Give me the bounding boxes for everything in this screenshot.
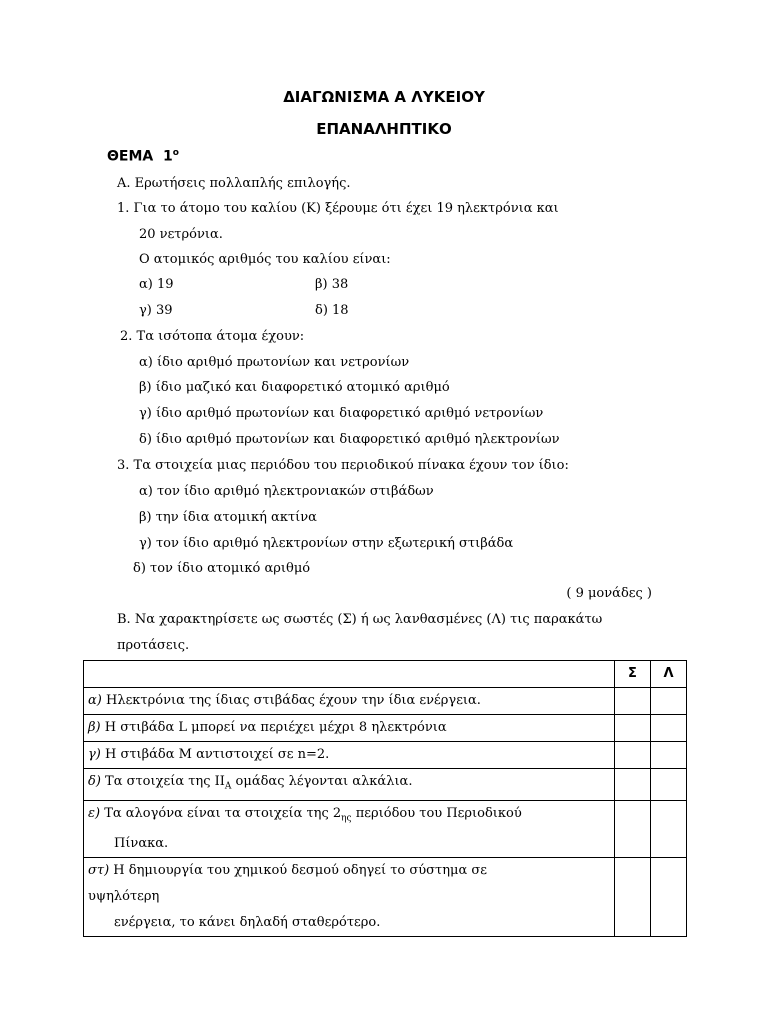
q1-option-a: α) 19 [139, 277, 174, 292]
statement-text: Η δημιουργία του χημικού δεσμού οδηγεί το σύστημα σε [109, 863, 487, 879]
statement-e [84, 800, 615, 858]
statement-c [84, 742, 615, 769]
table-row [84, 769, 687, 801]
statement-b [84, 715, 615, 742]
theme-number: 1 [162, 148, 173, 165]
statement-label: στ) [88, 863, 110, 879]
statement-text: Πίνακα. [114, 836, 169, 852]
statement-a [84, 688, 615, 715]
table-row [84, 688, 687, 715]
exam-title: ΔΙΑΓΩΝΙΣΜΑ Α ΛΥΚΕΙΟΥ [283, 88, 485, 106]
column-header-true: Σ [615, 661, 651, 688]
answer-cell-false[interactable] [651, 858, 687, 937]
theme-number-sup: ο [172, 148, 179, 158]
statement-label: γ) [88, 747, 101, 762]
q1-line3: Ο ατομικός αριθμός του καλίου είναι: [139, 252, 391, 267]
q1-option-d: δ) 18 [315, 303, 349, 318]
exam-subtitle: ΕΠΑΝΑΛΗΠΤΙΚΟ [316, 120, 452, 138]
answer-cell-false[interactable] [651, 715, 687, 742]
answer-cell-true[interactable] [615, 858, 651, 937]
q1-line2: 20 νετρόνια. [139, 227, 223, 242]
true-false-table [83, 660, 687, 937]
statement-text: Τα στοιχεία της ΙΙ [100, 774, 225, 789]
q3-option-a: α) τον ίδιο αριθμό ηλεκτρονιακών στιβάδων [139, 484, 434, 499]
statement-text: ομάδας λέγονται αλκάλια. [231, 774, 413, 789]
answer-cell-true[interactable] [615, 742, 651, 769]
section-a-heading: Α. Ερωτήσεις πολλαπλής επιλογής. [117, 176, 351, 191]
answer-cell-false[interactable] [651, 800, 687, 858]
q2-option-a: α) ίδιο αριθμό πρωτονίων και νετρονίων [139, 355, 410, 370]
theme-heading [107, 148, 179, 165]
section-b-line2: προτάσεις. [117, 638, 190, 653]
q2-option-d: δ) ίδιο αριθμό πρωτονίων και διαφορετικό αριθμό ηλεκτρονίων [139, 432, 560, 447]
statement-label: α) [88, 693, 102, 708]
statement-f [84, 858, 615, 937]
table-row [84, 800, 687, 858]
statement-text: ενέργεια, το κάνει δηλαδή σταθερότερο. [114, 915, 381, 931]
statement-text: Η στιβάδα L μπορεί να περιέχει μέχρι 8 ηλεκτρόνια [100, 720, 447, 735]
statement-text: Ηλεκτρόνια της ίδιας στιβάδας έχουν την ίδια ενέργεια. [101, 693, 481, 708]
q2-option-c: γ) ίδιο αριθμό πρωτονίων και διαφορετικό αριθμό νετρονίων [139, 406, 544, 421]
table-row [84, 715, 687, 742]
answer-cell-false[interactable] [651, 769, 687, 801]
q2-option-b: β) ίδιο μαζικό και διαφορετικό ατομικό αριθμό [139, 380, 450, 395]
q1-option-c: γ) 39 [139, 303, 173, 318]
statement-d [84, 769, 615, 801]
section-b-line1: Β. Να χαρακτηρίσετε ως σωστές (Σ) ή ως λανθασμένες (Λ) τις παρακάτω [117, 612, 603, 627]
answer-cell-false[interactable] [651, 742, 687, 769]
table-header-blank [84, 661, 615, 688]
answer-cell-true[interactable] [615, 715, 651, 742]
statement-subscript: Α [224, 781, 232, 792]
answer-cell-true[interactable] [615, 769, 651, 801]
answer-cell-false[interactable] [651, 688, 687, 715]
table-row [84, 858, 687, 937]
statement-text: υψηλότερη [88, 889, 160, 905]
q3-option-c: γ) τον ίδιο αριθμό ηλεκτρονίων στην εξωτερική στιβάδα [139, 536, 514, 551]
statement-text: Τα αλογόνα είναι τα στοιχεία της 2 [100, 805, 342, 821]
q1-option-b: β) 38 [315, 277, 349, 292]
statement-label: ε) [88, 805, 101, 821]
answer-cell-true[interactable] [615, 688, 651, 715]
statement-subscript: ης [341, 813, 352, 824]
statement-text: περιόδου του Περιοδικού [351, 805, 522, 821]
q3-option-b: β) την ίδια ατομική ακτίνα [139, 510, 317, 525]
theme-label: ΘΕΜΑ [107, 148, 154, 165]
answer-cell-true[interactable] [615, 800, 651, 858]
q2-stem: 2. Τα ισότοπα άτομα έχουν: [120, 329, 305, 344]
table-row [84, 742, 687, 769]
statement-label: δ) [88, 774, 101, 789]
column-header-false: Λ [651, 661, 687, 688]
q3-option-d: δ) τον ίδιο ατομικό αριθμό [133, 561, 311, 576]
q3-stem: 3. Τα στοιχεία μιας περιόδου του περιοδικού πίνακα έχουν τον ίδιο: [117, 458, 569, 473]
statement-text: Η στιβάδα Μ αντιστοιχεί σε n=2. [100, 747, 330, 762]
q1-line1: 1. Για το άτομο του καλίου (Κ) ξέρουμε ότι έχει 19 ηλεκτρόνια και [117, 201, 559, 216]
statement-label: β) [88, 720, 101, 735]
table-header-row [84, 661, 687, 688]
section-a-points: ( 9 μονάδες ) [566, 586, 652, 601]
